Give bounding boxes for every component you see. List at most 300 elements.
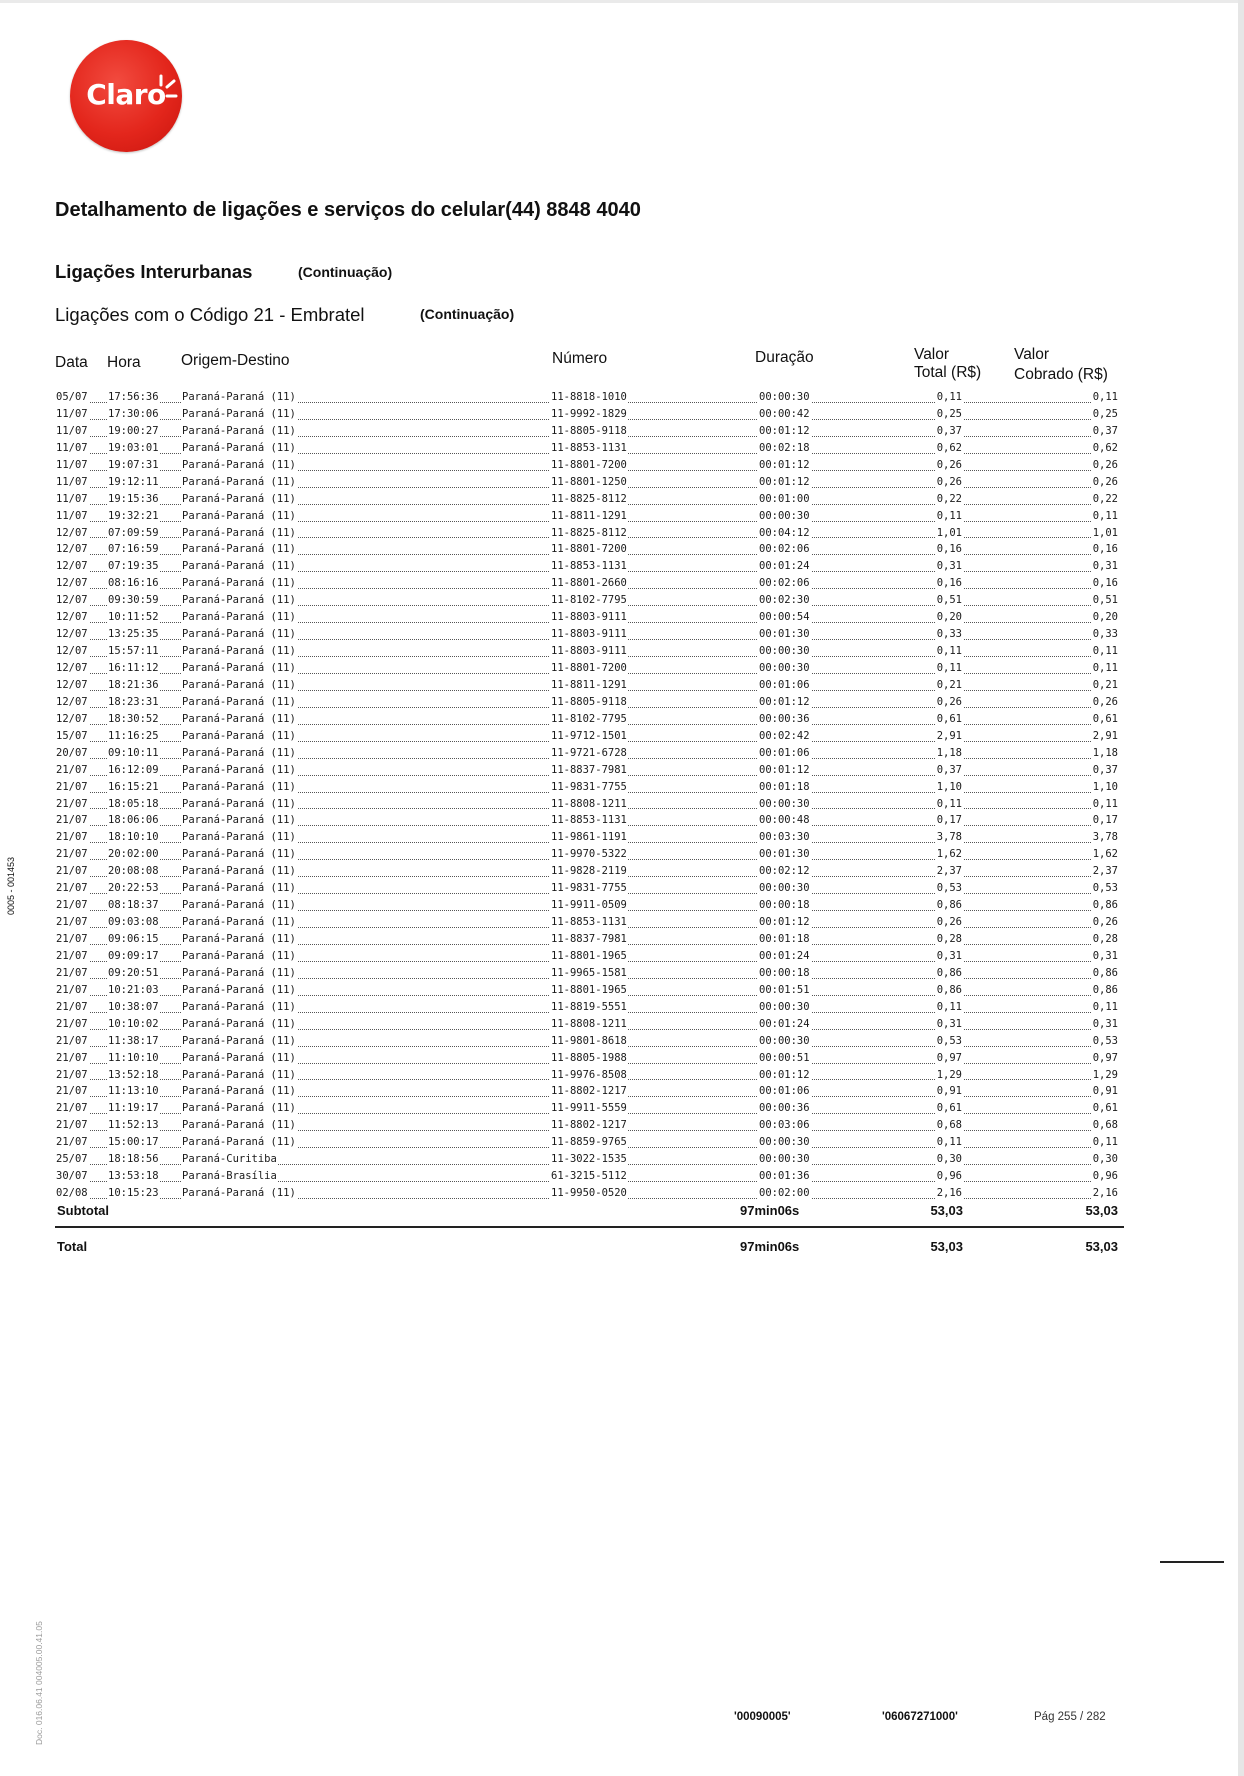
cell-hora: 08:18:37 <box>108 899 159 912</box>
cell-numero: 11-8808-1211 <box>551 1017 627 1030</box>
cell-data: 02/08 <box>56 1187 88 1200</box>
cell-numero: 11-8803-9111 <box>551 645 627 658</box>
cell-numero: 11-9831-7755 <box>551 882 627 895</box>
table-row <box>55 491 1121 508</box>
cell-valor-total: 0,11 <box>936 645 962 658</box>
cell-duracao: 00:00:48 <box>759 814 810 827</box>
cell-numero: 11-8811-1291 <box>551 509 627 522</box>
cell-numero: 11-8853-1131 <box>551 560 627 573</box>
cell-valor-total: 0,11 <box>936 797 962 810</box>
cell-data: 11/07 <box>56 492 88 505</box>
cell-duracao: 00:02:06 <box>759 543 810 556</box>
cell-origem-destino: Paraná-Paraná (11) <box>182 966 296 979</box>
cell-duracao: 00:01:51 <box>759 983 810 996</box>
cell-hora: 16:12:09 <box>108 763 159 776</box>
cell-valor-cobrado: 1,10 <box>1092 780 1118 793</box>
table-row <box>55 423 1121 440</box>
cell-numero: 11-8837-7981 <box>551 933 627 945</box>
cell-data: 12/07 <box>56 594 88 607</box>
cell-data: 21/07 <box>56 1000 88 1013</box>
cell-data: 12/07 <box>56 611 88 624</box>
cell-duracao: 00:00:30 <box>759 662 810 674</box>
cell-valor-total: 1,01 <box>936 526 962 539</box>
cell-data: 21/07 <box>56 865 88 878</box>
cell-duracao: 00:00:30 <box>759 1136 810 1149</box>
cell-origem-destino: Paraná-Paraná (11) <box>182 543 296 556</box>
cell-valor-total: 0,11 <box>936 509 962 522</box>
cell-valor-total: 1,10 <box>936 780 962 793</box>
cell-origem-destino: Paraná-Paraná (11) <box>182 1068 296 1081</box>
table-row <box>55 626 1121 643</box>
cell-hora: 17:30:06 <box>108 407 159 420</box>
cell-hora: 09:30:59 <box>108 594 159 607</box>
table-row <box>55 745 1121 762</box>
table-row <box>55 558 1121 575</box>
cell-duracao: 00:00:18 <box>759 899 810 912</box>
cell-data: 21/07 <box>56 1136 88 1149</box>
cell-data: 21/07 <box>56 1034 88 1047</box>
side-control-code: 0005 - 001453 <box>6 856 16 915</box>
cell-duracao: 00:00:51 <box>759 1051 810 1064</box>
cell-hora: 10:15:23 <box>108 1187 159 1200</box>
cell-data: 12/07 <box>56 662 88 674</box>
cell-data: 21/07 <box>56 1017 88 1030</box>
table-row <box>55 762 1121 779</box>
cell-numero: 11-9976-8508 <box>551 1068 627 1081</box>
cell-hora: 19:03:01 <box>108 441 159 454</box>
cell-hora: 19:32:21 <box>108 509 159 522</box>
cell-valor-total: 1,62 <box>936 848 962 861</box>
cell-valor-total: 0,11 <box>936 1136 962 1149</box>
cell-origem-destino: Paraná-Paraná (11) <box>182 526 296 539</box>
cell-data: 12/07 <box>56 526 88 539</box>
cell-valor-cobrado: 0,22 <box>1092 492 1118 505</box>
cell-duracao: 00:01:12 <box>759 763 810 776</box>
cell-numero: 11-8837-7981 <box>551 763 627 776</box>
cell-hora: 11:19:17 <box>108 1102 159 1115</box>
cell-numero: 11-8801-2660 <box>551 577 627 590</box>
logo-text: Claro <box>86 78 166 111</box>
cell-valor-cobrado: 0,97 <box>1092 1051 1118 1064</box>
table-row <box>55 1100 1121 1117</box>
side-doc-code: Doc. 016.06.41 004005.00.41.05 <box>34 1621 44 1745</box>
total-duration: 97min06s <box>740 1239 800 1254</box>
cell-origem-destino: Paraná-Paraná (11) <box>182 1119 296 1132</box>
cell-duracao: 00:01:12 <box>759 695 810 708</box>
cell-numero: 11-8803-9111 <box>551 611 627 624</box>
cell-valor-total: 0,28 <box>936 933 962 945</box>
scan-top-edge <box>0 0 1244 3</box>
cell-duracao: 00:00:30 <box>759 645 810 658</box>
cell-data: 12/07 <box>56 577 88 590</box>
cell-numero: 11-9950-0520 <box>551 1187 627 1200</box>
cell-data: 11/07 <box>56 441 88 454</box>
cell-duracao: 00:01:12 <box>759 916 810 929</box>
cell-numero: 11-9965-1581 <box>551 966 627 979</box>
table-row <box>55 846 1121 863</box>
cell-hora: 13:52:18 <box>108 1068 159 1081</box>
cell-origem-destino: Paraná-Paraná (11) <box>182 628 296 641</box>
cell-origem-destino: Paraná-Paraná (11) <box>182 645 296 658</box>
cell-numero: 11-9712-1501 <box>551 729 627 742</box>
cell-valor-cobrado: 0,33 <box>1092 628 1118 641</box>
cell-origem-destino: Paraná-Paraná (11) <box>182 695 296 708</box>
cell-origem-destino: Paraná-Paraná (11) <box>182 594 296 607</box>
cell-numero: 11-8803-9111 <box>551 628 627 641</box>
cell-hora: 16:15:21 <box>108 780 159 793</box>
table-row <box>55 931 1121 948</box>
table-row <box>55 863 1121 880</box>
cell-origem-destino: Paraná-Paraná (11) <box>182 475 296 488</box>
cell-valor-cobrado: 0,17 <box>1092 814 1118 827</box>
cell-origem-destino: Paraná-Paraná (11) <box>182 611 296 624</box>
cell-valor-cobrado: 0,20 <box>1092 611 1118 624</box>
cell-valor-cobrado: 2,16 <box>1092 1187 1118 1200</box>
cell-valor-cobrado: 0,11 <box>1092 509 1118 522</box>
table-row <box>55 982 1121 999</box>
cell-duracao: 00:01:24 <box>759 949 810 962</box>
table-row <box>55 1134 1121 1151</box>
cell-data: 12/07 <box>56 543 88 556</box>
cell-hora: 18:05:18 <box>108 797 159 810</box>
cell-valor-total: 1,18 <box>936 746 962 759</box>
cell-data: 21/07 <box>56 933 88 945</box>
cell-valor-total: 0,37 <box>936 424 962 437</box>
cell-valor-cobrado: 0,86 <box>1092 983 1118 996</box>
total-valor-cobrado: 53,03 <box>1085 1239 1118 1254</box>
cell-hora: 10:11:52 <box>108 611 159 624</box>
total-divider <box>55 1226 1124 1228</box>
cell-origem-destino: Paraná-Paraná (11) <box>182 780 296 793</box>
cell-origem-destino: Paraná-Paraná (11) <box>182 1017 296 1030</box>
cell-data: 11/07 <box>56 458 88 471</box>
cell-valor-cobrado: 0,26 <box>1092 695 1118 708</box>
table-row <box>55 609 1121 626</box>
cell-numero: 11-8801-7200 <box>551 458 627 471</box>
table-row <box>55 1033 1121 1050</box>
cell-origem-destino: Paraná-Paraná (11) <box>182 933 296 945</box>
table-row <box>55 711 1121 728</box>
cell-duracao: 00:01:18 <box>759 933 810 945</box>
cell-valor-cobrado: 0,16 <box>1092 543 1118 556</box>
cell-duracao: 00:01:12 <box>759 458 810 471</box>
cell-data: 25/07 <box>56 1153 88 1166</box>
footer-page-number: Pág 255 / 282 <box>1034 1711 1106 1723</box>
cell-duracao: 00:01:30 <box>759 628 810 641</box>
cell-valor-cobrado: 1,62 <box>1092 848 1118 861</box>
cell-data: 12/07 <box>56 712 88 725</box>
cell-numero: 11-8818-1010 <box>551 391 627 403</box>
table-row <box>55 575 1121 592</box>
cell-valor-total: 0,31 <box>936 560 962 573</box>
cell-valor-cobrado: 0,37 <box>1092 763 1118 776</box>
subtotal-label: Subtotal <box>57 1203 109 1218</box>
cell-hora: 15:57:11 <box>108 645 159 658</box>
cell-numero: 11-9970-5322 <box>551 848 627 861</box>
cell-data: 21/07 <box>56 1119 88 1132</box>
cell-valor-total: 2,16 <box>936 1187 962 1200</box>
cell-valor-total: 0,26 <box>936 475 962 488</box>
cell-duracao: 00:01:30 <box>759 848 810 861</box>
cell-origem-destino: Paraná-Paraná (11) <box>182 678 296 691</box>
cell-origem-destino: Paraná-Paraná (11) <box>182 983 296 996</box>
cell-valor-total: 0,86 <box>936 899 962 912</box>
subtotal-duration: 97min06s <box>740 1203 800 1218</box>
cell-data: 21/07 <box>56 966 88 979</box>
cell-valor-total: 0,25 <box>936 407 962 420</box>
cell-valor-cobrado: 2,37 <box>1092 865 1118 878</box>
cell-valor-total: 0,53 <box>936 882 962 895</box>
cell-numero: 11-9861-1191 <box>551 831 627 844</box>
cell-valor-total: 0,21 <box>936 678 962 691</box>
col-header-hora: Hora <box>107 354 141 371</box>
cell-duracao: 00:00:30 <box>759 1153 810 1166</box>
cell-valor-total: 0,20 <box>936 611 962 624</box>
cell-valor-cobrado: 2,91 <box>1092 729 1118 742</box>
col-header-numero: Número <box>552 350 608 367</box>
cell-origem-destino: Paraná-Paraná (11) <box>182 916 296 929</box>
cell-valor-cobrado: 0,37 <box>1092 424 1118 437</box>
cell-origem-destino: Paraná-Paraná (11) <box>182 1034 296 1047</box>
table-row <box>55 1016 1121 1033</box>
cell-origem-destino: Paraná-Paraná (11) <box>182 577 296 590</box>
cell-origem-destino: Paraná-Paraná (11) <box>182 831 296 844</box>
cell-origem-destino: Paraná-Paraná (11) <box>182 509 296 522</box>
cell-origem-destino: Paraná-Paraná (11) <box>182 1187 296 1200</box>
cell-numero: 11-8801-7200 <box>551 543 627 556</box>
cell-valor-cobrado: 0,11 <box>1092 662 1118 674</box>
table-row <box>55 677 1121 694</box>
cell-origem-destino: Paraná-Paraná (11) <box>182 1102 296 1115</box>
cell-numero: 11-9911-0509 <box>551 899 627 912</box>
table-row <box>55 525 1121 542</box>
cell-data: 21/07 <box>56 780 88 793</box>
cell-valor-total: 0,97 <box>936 1051 962 1064</box>
cell-valor-total: 0,17 <box>936 814 962 827</box>
cell-data: 21/07 <box>56 831 88 844</box>
cell-valor-total: 0,16 <box>936 543 962 556</box>
cell-duracao: 00:01:18 <box>759 780 810 793</box>
cell-valor-total: 0,86 <box>936 983 962 996</box>
cell-duracao: 00:02:30 <box>759 594 810 607</box>
cell-hora: 18:23:31 <box>108 695 159 708</box>
cell-valor-cobrado: 0,11 <box>1092 391 1118 403</box>
cell-numero: 11-8805-9118 <box>551 695 627 708</box>
total-valor-total: 53,03 <box>930 1239 963 1254</box>
cell-valor-cobrado: 1,01 <box>1092 526 1118 539</box>
cell-valor-cobrado: 1,29 <box>1092 1068 1118 1081</box>
cell-valor-cobrado: 0,16 <box>1092 577 1118 590</box>
cell-hora: 09:03:08 <box>108 916 159 929</box>
cell-duracao: 00:02:18 <box>759 441 810 454</box>
cell-valor-total: 0,26 <box>936 695 962 708</box>
cell-hora: 07:19:35 <box>108 560 159 573</box>
cell-valor-cobrado: 0,61 <box>1092 712 1118 725</box>
cell-numero: 11-8853-1131 <box>551 814 627 827</box>
table-row <box>55 880 1121 897</box>
table-row <box>55 643 1121 660</box>
table-row <box>55 660 1121 677</box>
cell-valor-cobrado: 0,53 <box>1092 1034 1118 1047</box>
cell-valor-total: 1,29 <box>936 1068 962 1081</box>
cell-hora: 19:12:11 <box>108 475 159 488</box>
cell-duracao: 00:00:36 <box>759 712 810 725</box>
cell-hora: 07:09:59 <box>108 526 159 539</box>
cell-data: 21/07 <box>56 899 88 912</box>
cell-duracao: 00:01:24 <box>759 560 810 573</box>
cell-origem-destino: Paraná-Paraná (11) <box>182 763 296 776</box>
cell-duracao: 00:03:06 <box>759 1119 810 1132</box>
cell-data: 21/07 <box>56 763 88 776</box>
col-header-data: Data <box>55 354 88 371</box>
cell-data: 12/07 <box>56 560 88 573</box>
cell-hora: 20:02:00 <box>108 848 159 861</box>
cell-origem-destino: Paraná-Paraná (11) <box>182 797 296 810</box>
cell-data: 12/07 <box>56 678 88 691</box>
cell-valor-cobrado: 0,30 <box>1092 1153 1118 1166</box>
cell-origem-destino: Paraná-Paraná (11) <box>182 882 296 895</box>
cell-valor-cobrado: 0,68 <box>1092 1119 1118 1132</box>
cell-hora: 19:00:27 <box>108 424 159 437</box>
cell-numero: 11-8825-8112 <box>551 492 627 505</box>
cell-hora: 11:38:17 <box>108 1034 159 1047</box>
cell-data: 21/07 <box>56 814 88 827</box>
cell-hora: 18:18:56 <box>108 1153 159 1166</box>
cell-hora: 09:10:11 <box>108 746 159 759</box>
cell-origem-destino: Paraná-Paraná (11) <box>182 814 296 827</box>
cell-valor-total: 0,26 <box>936 458 962 471</box>
cell-valor-cobrado: 0,26 <box>1092 458 1118 471</box>
table-row <box>55 474 1121 491</box>
cell-duracao: 00:02:00 <box>759 1187 810 1200</box>
cell-numero: 11-8805-1988 <box>551 1051 627 1064</box>
cell-valor-cobrado: 0,11 <box>1092 645 1118 658</box>
cell-data: 21/07 <box>56 848 88 861</box>
cell-hora: 13:25:35 <box>108 628 159 641</box>
cell-numero: 11-8102-7795 <box>551 594 627 607</box>
cell-valor-cobrado: 0,11 <box>1092 797 1118 810</box>
table-row <box>55 406 1121 423</box>
cell-valor-total: 0,31 <box>936 1017 962 1030</box>
cell-valor-cobrado: 0,11 <box>1092 1000 1118 1013</box>
cell-valor-cobrado: 0,61 <box>1092 1102 1118 1115</box>
cell-origem-destino: Paraná-Paraná (11) <box>182 407 296 420</box>
cell-duracao: 00:01:06 <box>759 746 810 759</box>
cell-valor-cobrado: 0,31 <box>1092 1017 1118 1030</box>
cell-valor-total: 0,68 <box>936 1119 962 1132</box>
cell-hora: 18:10:10 <box>108 831 159 844</box>
cell-hora: 11:52:13 <box>108 1119 159 1132</box>
col-header-valor-total-line2: Total (R$) <box>914 364 982 381</box>
cell-hora: 10:21:03 <box>108 983 159 996</box>
cell-valor-cobrado: 0,53 <box>1092 882 1118 895</box>
cell-origem-destino: Paraná-Paraná (11) <box>182 458 296 471</box>
cell-numero: 11-9801-8618 <box>551 1034 627 1047</box>
cell-numero: 11-8802-1217 <box>551 1119 627 1132</box>
cell-origem-destino: Paraná-Curitiba <box>182 1153 277 1166</box>
cell-numero: 11-8808-1211 <box>551 797 627 810</box>
col-header-valor-cobrado-line2: Cobrado (R$) <box>1014 366 1108 383</box>
table-row <box>55 897 1121 914</box>
cell-numero: 61-3215-5112 <box>551 1170 627 1183</box>
subtotal-row <box>55 1199 1121 1221</box>
table-row <box>55 1117 1121 1134</box>
cell-valor-total: 0,11 <box>936 391 962 403</box>
cell-valor-total: 0,61 <box>936 1102 962 1115</box>
table-row <box>55 812 1121 829</box>
table-row <box>55 1151 1121 1168</box>
cell-origem-destino: Paraná-Paraná (11) <box>182 865 296 878</box>
cell-data: 11/07 <box>56 475 88 488</box>
cell-valor-total: 0,11 <box>936 662 962 674</box>
cell-origem-destino: Paraná-Paraná (11) <box>182 746 296 759</box>
cell-numero: 11-8801-1965 <box>551 983 627 996</box>
cell-data: 21/07 <box>56 916 88 929</box>
table-row <box>55 541 1121 558</box>
cell-data: 11/07 <box>56 407 88 420</box>
table-row <box>55 829 1121 846</box>
cell-valor-total: 0,30 <box>936 1153 962 1166</box>
cell-hora: 13:53:18 <box>108 1170 159 1183</box>
claro-logo <box>70 40 182 160</box>
cell-hora: 08:16:16 <box>108 577 159 590</box>
cell-origem-destino: Paraná-Paraná (11) <box>182 712 296 725</box>
cell-duracao: 00:00:30 <box>759 391 810 403</box>
page-title: Detalhamento de ligações e serviços do celular(44) 8848 4040 <box>55 199 641 221</box>
cell-data: 21/07 <box>56 882 88 895</box>
cell-data: 15/07 <box>56 729 88 742</box>
cell-origem-destino: Paraná-Paraná (11) <box>182 492 296 505</box>
cell-valor-cobrado: 1,18 <box>1092 746 1118 759</box>
cell-data: 12/07 <box>56 695 88 708</box>
footer-code-2: '06067271000' <box>882 1711 958 1723</box>
table-row <box>55 1168 1121 1185</box>
cell-valor-total: 0,51 <box>936 594 962 607</box>
cell-data: 11/07 <box>56 424 88 437</box>
cell-duracao: 00:01:24 <box>759 1017 810 1030</box>
cell-numero: 11-8819-5551 <box>551 1000 627 1013</box>
cell-data: 21/07 <box>56 949 88 962</box>
cell-valor-cobrado: 0,86 <box>1092 899 1118 912</box>
cell-valor-total: 2,37 <box>936 865 962 878</box>
cell-numero: 11-9992-1829 <box>551 407 627 420</box>
cell-data: 30/07 <box>56 1170 88 1183</box>
total-row <box>55 1235 1121 1257</box>
cell-duracao: 00:01:00 <box>759 492 810 505</box>
cell-hora: 19:15:36 <box>108 492 159 505</box>
cell-numero: 11-3022-1535 <box>551 1153 627 1166</box>
cell-duracao: 00:03:30 <box>759 831 810 844</box>
cell-numero: 11-8853-1131 <box>551 441 627 454</box>
cell-origem-destino: Paraná-Paraná (11) <box>182 662 296 674</box>
cell-valor-total: 3,78 <box>936 831 962 844</box>
cell-duracao: 00:00:36 <box>759 1102 810 1115</box>
cell-numero: 11-8102-7795 <box>551 712 627 725</box>
cell-valor-cobrado: 0,96 <box>1092 1170 1118 1183</box>
cell-numero: 11-9911-5559 <box>551 1102 627 1115</box>
cell-duracao: 00:01:06 <box>759 678 810 691</box>
cell-origem-destino: Paraná-Paraná (11) <box>182 1000 296 1013</box>
table-row <box>55 508 1121 525</box>
cell-duracao: 00:02:12 <box>759 865 810 878</box>
cell-numero: 11-8859-9765 <box>551 1136 627 1149</box>
cell-duracao: 00:00:30 <box>759 1000 810 1013</box>
cell-origem-destino: Paraná-Paraná (11) <box>182 899 296 912</box>
table-row <box>55 1067 1121 1084</box>
table-row <box>55 457 1121 474</box>
cell-hora: 18:21:36 <box>108 678 159 691</box>
cell-valor-cobrado: 0,25 <box>1092 407 1118 420</box>
